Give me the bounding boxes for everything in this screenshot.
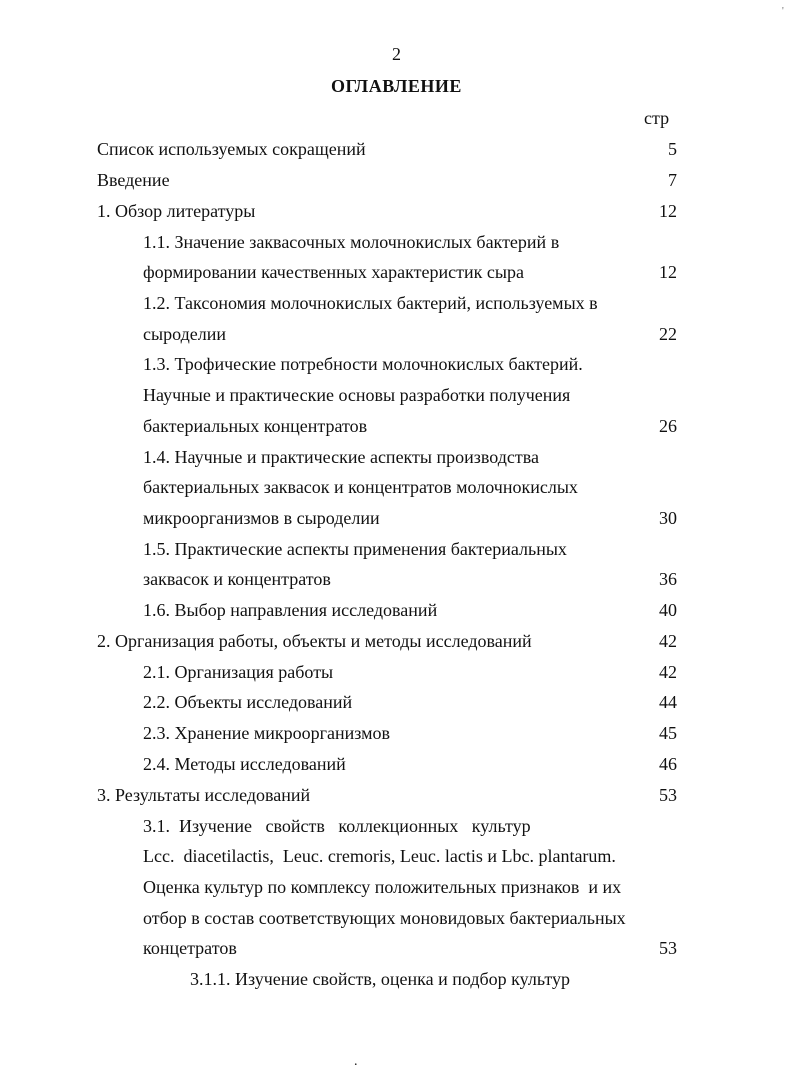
toc-entry-page: 5: [668, 139, 677, 159]
toc-entry-text: 3. Результаты исследований: [97, 785, 311, 805]
toc-entry-text: сыроделии: [143, 324, 226, 344]
toc-entry-text: 1.3. Трофические потребности молочнокислых бактерий.: [143, 354, 583, 374]
page-column-label: стр: [644, 108, 670, 128]
toc-entry-page: 26: [659, 416, 677, 436]
toc-entry-text: 2.3. Хранение микроорганизмов: [143, 723, 391, 743]
toc-entry-text: 2. Организация работы, объекты и методы исследований: [97, 631, 532, 651]
toc-entry-page: 22: [659, 324, 677, 344]
toc-entry-page: 45: [659, 723, 677, 743]
toc-entry-page: 44: [659, 692, 677, 712]
toc-entry-text: 1.1. Значение заквасочных молочнокислых бактерий в: [143, 232, 560, 252]
toc-entry-text: формировании качественных характеристик сыра: [143, 262, 524, 282]
toc-entry-page: 12: [659, 262, 677, 282]
toc-entry-text: бактериальных концентратов: [143, 416, 368, 436]
toc-entry-text: микроорганизмов в сыроделии: [143, 508, 380, 528]
toc-entry-text: отбор в состав соответствующих моновидовых бактериальных: [143, 908, 626, 928]
toc-entry-text: 1. Обзор литературы: [97, 201, 256, 221]
toc-entry-page: 46: [659, 754, 677, 774]
toc-entry-text: 2.4. Методы исследований: [143, 754, 346, 774]
page-number: 2: [392, 44, 401, 64]
toc-entry-page: 40: [659, 600, 677, 620]
toc-entry-text: Lcc. diacetilactis, Leuc. cremoris, Leuc. lactis и Lbc. plantarum.: [143, 846, 616, 866]
toc-entry-text: Оценка культур по комплексу положительных признаков и их: [143, 877, 622, 897]
toc-entry-text: 1.2. Таксономия молочнокислых бактерий, используемых в: [143, 293, 598, 313]
toc-entry-page: 12: [659, 201, 677, 221]
toc-entry-text: Научные и практические основы разработки получения: [143, 385, 571, 405]
scan-corner-mark: ': [782, 6, 784, 17]
toc-entry-text: бактериальных заквасок и концентратов молочнокислых: [143, 477, 578, 497]
toc-entry-text: 2.1. Организация работы: [143, 662, 334, 682]
toc-entry-text: Введение: [97, 170, 170, 190]
toc-entry-text: 2.2. Объекты исследований: [143, 692, 353, 712]
toc-entry-page: 30: [659, 508, 677, 528]
toc-entry-text: 1.4. Научные и практические аспекты производства: [143, 447, 540, 467]
toc-entry-page: 53: [659, 938, 677, 958]
toc-entry-text: заквасок и концентратов: [143, 569, 331, 589]
toc-heading: ОГЛАВЛЕНИЕ: [331, 76, 462, 96]
toc-entry-page: 7: [668, 170, 677, 190]
toc-entry-page: 53: [659, 785, 677, 805]
toc-entry-text: 3.1. Изучение свойств коллекционных культур: [143, 816, 531, 836]
toc-entry-text: 1.5. Практические аспекты применения бактериальных: [143, 539, 567, 559]
toc-entry-page: 36: [659, 569, 677, 589]
toc-entry-text: 1.6. Выбор направления исследований: [143, 600, 438, 620]
toc-entry-text: 3.1.1. Изучение свойств, оценка и подбор культур: [190, 969, 570, 989]
footer-mark: .: [354, 1054, 358, 1069]
toc-entry-text: концетратов: [143, 938, 237, 958]
toc-entry-page: 42: [659, 631, 677, 651]
toc-entry-text: Список используемых сокращений: [97, 139, 366, 159]
toc-entry-page: 42: [659, 662, 677, 682]
